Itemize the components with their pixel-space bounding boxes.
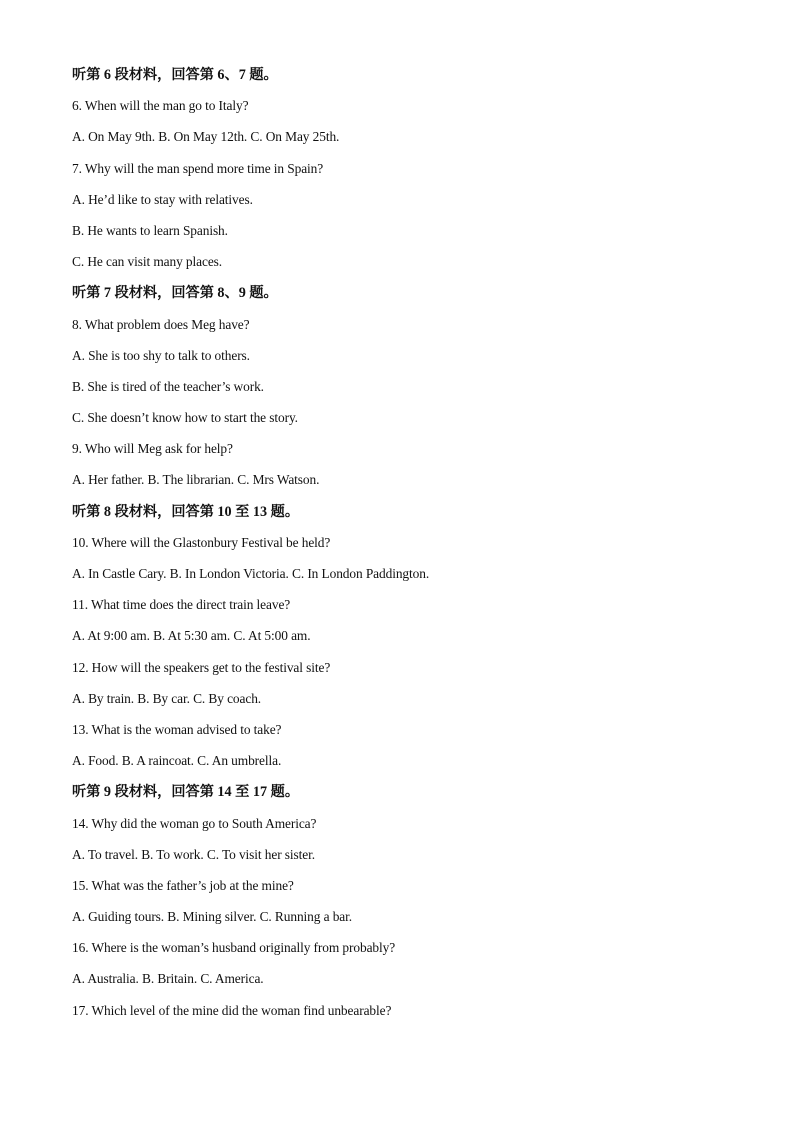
question-16: 16. Where is the woman’s husband originally from probably? (72, 940, 396, 956)
question-7: 7. Why will the man spend more time in Spain? (72, 160, 324, 176)
options-10: A. In Castle Cary. B. In London Victoria. C. In London Paddington. (72, 566, 430, 581)
options-14: A. To travel. B. To work. C. To visit her sister. (72, 846, 315, 862)
question-13: 13. What is the woman advised to take? (72, 721, 282, 737)
section-heading-8: 听第 8 段材料，回答第 10 至 13 题。 (72, 503, 300, 520)
section-heading-7: 听第 7 段材料，回答第 8、9 题。 (72, 285, 278, 302)
option-7c: C. He can visit many places. (72, 254, 223, 270)
options-9: A. Her father. B. The librarian. C. Mrs Watson. (72, 472, 320, 488)
options-16: A. Australia. B. Britain. C. America. (72, 971, 264, 987)
options-11: A. At 9:00 am. B. At 5:30 am. C. At 5:00 am. (72, 628, 311, 644)
question-6: 6. When will the man go to Italy? (72, 98, 249, 114)
question-17: 17. Which level of the mine did the woman find unbearable? (72, 1002, 392, 1018)
question-15: 15. What was the father’s job at the mine? (72, 877, 294, 893)
options-12: A. By train. B. By car. C. By coach. (72, 690, 262, 706)
question-12: 12. How will the speakers get to the festival site? (72, 659, 331, 675)
section-heading-9: 听第 9 段材料，回答第 14 至 17 题。 (72, 784, 300, 801)
question-8: 8. What problem does Meg have? (72, 316, 250, 332)
option-8a: A. She is too shy to talk to others. (72, 347, 250, 363)
option-7b: B. He wants to learn Spanish. (72, 222, 228, 238)
question-14: 14. Why did the woman go to South America? (72, 815, 317, 831)
question-10: 10. Where will the Glastonbury Festival be held? (72, 534, 331, 550)
option-8c: C. She doesn’t know how to start the story. (72, 410, 298, 426)
document-page (72, 64, 732, 1031)
options-13: A. Food. B. A raincoat. C. An umbrella. (72, 753, 282, 769)
option-7a: A. He’d like to stay with relatives. (72, 191, 253, 207)
options-6: A. On May 9th. B. On May 12th. C. On May 25th. (72, 129, 340, 145)
options-15: A. Guiding tours. B. Mining silver. C. Running a bar. (72, 909, 352, 925)
section-heading-6: 听第 6 段材料，回答第 6、7 题。 (72, 67, 278, 83)
question-11: 11. What time does the direct train leave? (72, 597, 291, 613)
option-8b: B. She is tired of the teacher’s work. (72, 378, 264, 394)
question-9: 9. Who will Meg ask for help? (72, 441, 233, 457)
